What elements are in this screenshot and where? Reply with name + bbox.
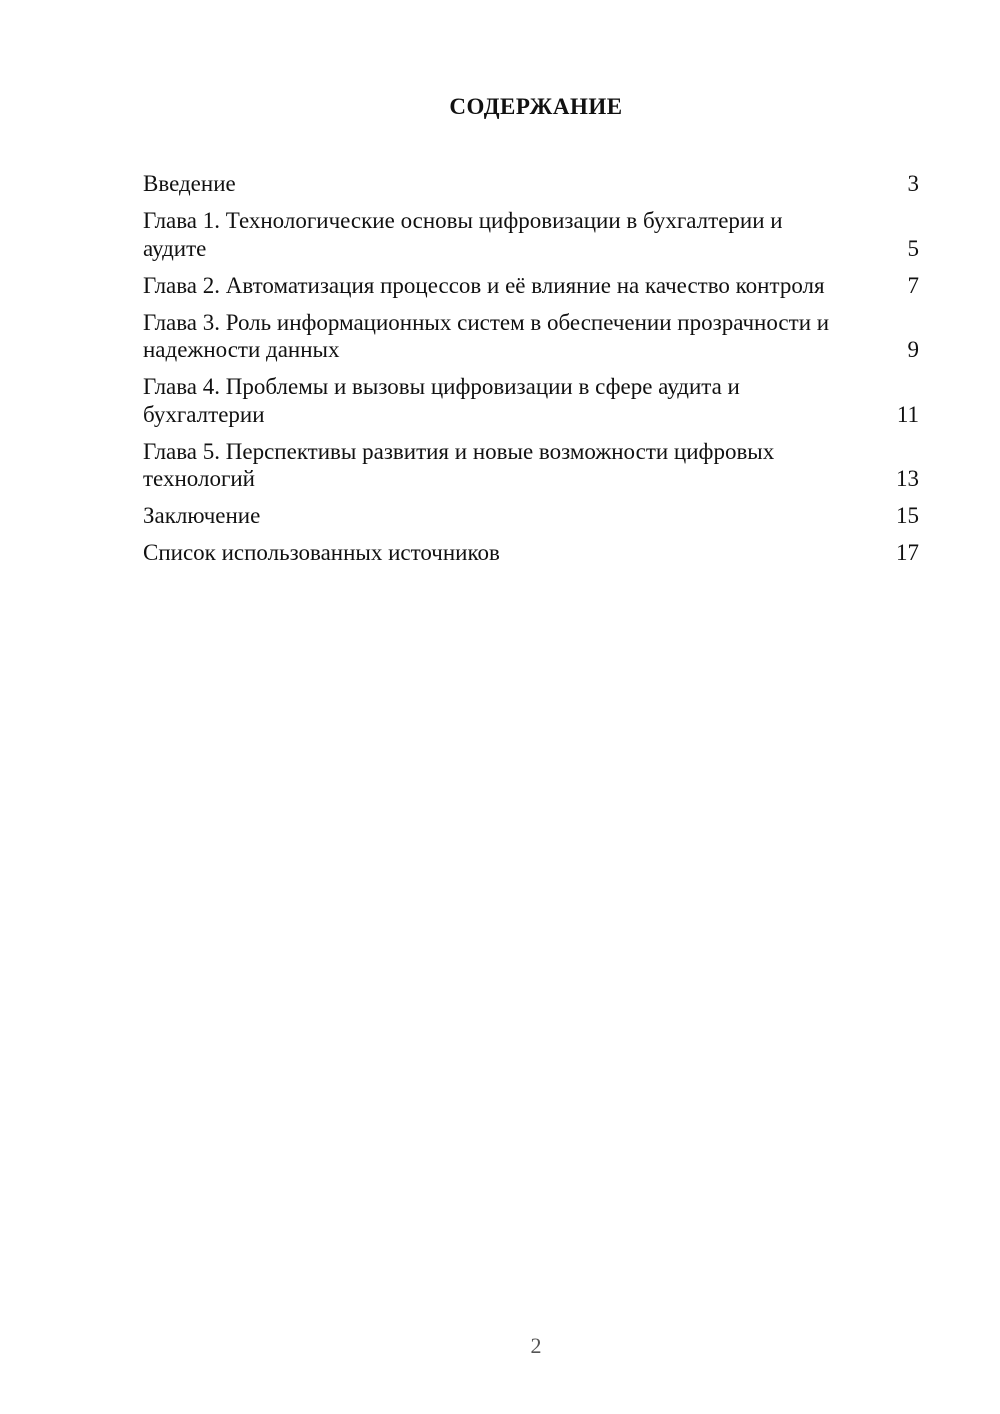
toc-entry-title: Глава 4. Проблемы и вызовы цифровизации в сфере аудита и бухгалтерии	[143, 374, 740, 427]
toc-entry-title: Введение	[143, 171, 236, 196]
toc-entry-title: Глава 5. Перспективы развития и новые возможности цифровых технологий	[143, 438, 775, 491]
toc-entry-page: 15	[896, 503, 919, 528]
toc-entry-title: Глава 2. Автоматизация процессов и её влияние на качество контроля	[143, 272, 825, 298]
toc-entry[interactable]	[143, 170, 919, 198]
toc-list	[143, 170, 919, 576]
toc-entry-page: 9	[907, 337, 919, 362]
toc-entry[interactable]	[143, 373, 919, 428]
toc-entry-title: Глава 1. Технологические основы цифровизации в бухгалтерии и аудите	[143, 208, 783, 261]
toc-title: СОДЕРЖАНИЕ	[449, 94, 623, 119]
toc-entry-page: 13	[896, 466, 919, 491]
toc-entry-title: Заключение	[143, 503, 261, 528]
toc-entry[interactable]	[143, 438, 919, 493]
toc-entry-page: 3	[907, 171, 919, 196]
toc-entry-page: 7	[907, 272, 919, 298]
toc-entry[interactable]	[143, 539, 919, 567]
toc-entry[interactable]	[143, 272, 919, 300]
toc-entry-title: Глава 3. Роль информационных систем в обеспечении прозрачности и надежности данных	[143, 309, 830, 362]
toc-entry[interactable]	[143, 502, 919, 530]
toc-entry[interactable]	[143, 309, 919, 364]
toc-entry-page: 5	[907, 235, 919, 261]
toc-entry-page: 17	[896, 540, 919, 565]
toc-entry[interactable]	[143, 207, 919, 262]
toc-entry-title: Список использованных источников	[143, 540, 500, 565]
toc-entry-page: 11	[896, 401, 919, 427]
page-number: 2	[530, 1333, 542, 1358]
